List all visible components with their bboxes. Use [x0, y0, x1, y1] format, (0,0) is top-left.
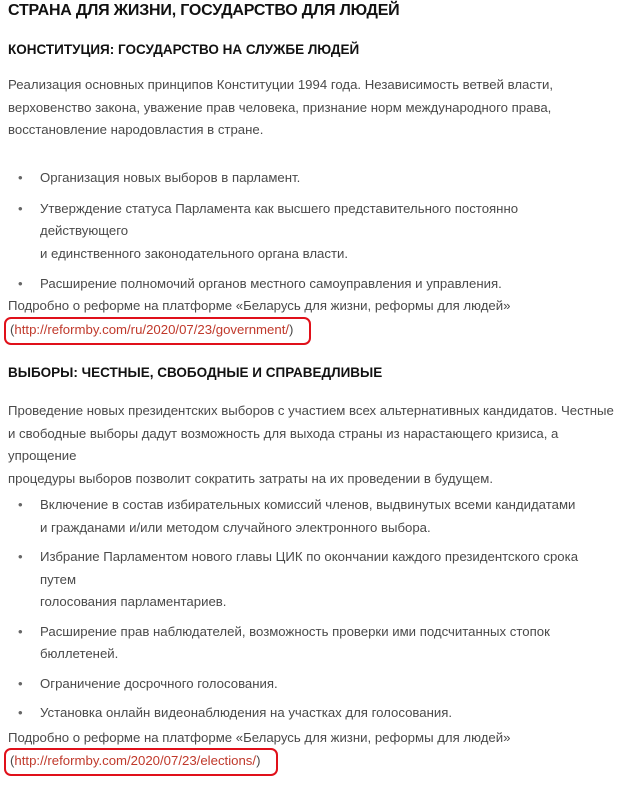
list-item-text: голосования парламентариев. — [40, 594, 227, 609]
section-heading-constitution: КОНСТИТУЦИЯ: ГОСУДАРСТВО НА СЛУЖБЕ ЛЮДЕЙ — [8, 42, 360, 57]
intro-line: Реализация основных принципов Конституции 1994 года. Независимость ветвей власти, — [8, 77, 554, 92]
bullet-icon: • — [18, 623, 23, 639]
bullet-icon: • — [18, 549, 23, 564]
list-item — [8, 198, 608, 266]
reform-link-government[interactable]: http://reformby.com/ru/2020/07/23/government/ — [14, 322, 290, 337]
bullet-icon: • — [18, 675, 23, 691]
list-item-text: и гражданами и/или методом случайного электронного выбора. — [40, 519, 431, 535]
list-item-text: Включение в состав избирательных комиссий членов, выдвинутых всеми кандидатами — [40, 497, 576, 512]
bullet-list-constitution — [8, 167, 608, 296]
list-item-text: Организация новых выборов в парламент. — [40, 170, 301, 185]
list-item-text: Установка онлайн видеонаблюдения на участках для голосования. — [40, 705, 453, 720]
list-item-text: бюллетеней. — [40, 646, 119, 661]
intro-line: процедуры выборов позволит сократить затраты на их проведении в будущем. — [8, 470, 493, 486]
list-item — [8, 546, 608, 614]
list-item-text: Утверждение статуса Парламента как высшего представительного постоянно действующего — [40, 200, 519, 238]
section-intro-constitution — [8, 74, 614, 142]
list-item — [8, 673, 608, 696]
link-paren-close: ) — [256, 753, 261, 768]
more-info-text: Подробно о реформе на платформе «Беларусь для жизни, реформы для людей» — [8, 730, 511, 745]
list-item — [8, 167, 608, 190]
bullet-icon: • — [18, 497, 23, 512]
highlighted-link-box — [4, 317, 311, 345]
list-item-text: Ограничение досрочного голосования. — [40, 675, 278, 691]
list-item-text: Избрание Парламентом нового главы ЦИК по окончании каждого президентского срока путем — [40, 549, 579, 587]
list-item-text: Расширение полномочий органов местного самоуправления и управления. — [40, 276, 502, 291]
list-item-text: и единственного законодательного органа власти. — [40, 245, 349, 261]
link-paren-open: ( — [10, 322, 15, 337]
more-info-text: Подробно о реформе на платформе «Беларусь для жизни, реформы для людей» — [8, 298, 511, 313]
bullet-list-elections — [8, 494, 608, 725]
link-paren-open: ( — [10, 753, 15, 768]
list-item — [8, 494, 608, 539]
list-item — [8, 273, 608, 296]
intro-line: и свободные выборы дадут возможность для выхода страны из нарастающего кризиса, а упрощение — [8, 425, 559, 463]
section-heading-elections: ВЫБОРЫ: ЧЕСТНЫЕ, СВОБОДНЫЕ И СПРАВЕДЛИВЫЕ — [8, 365, 383, 380]
bullet-icon: • — [18, 170, 23, 185]
link-paren-close: ) — [289, 322, 294, 337]
bullet-icon: • — [18, 200, 23, 216]
list-item-text: Расширение прав наблюдателей, возможность проверки ими подсчитанных стопок — [40, 623, 550, 639]
page-title: СТРАНА ДЛЯ ЖИЗНИ, ГОСУДАРСТВО ДЛЯ ЛЮДЕЙ — [8, 2, 400, 19]
section-intro-elections — [8, 400, 614, 490]
intro-line: Проведение новых президентских выборов с участием всех альтернативных кандидатов. Честные — [8, 403, 614, 418]
list-item — [8, 702, 608, 725]
bullet-icon: • — [18, 705, 23, 720]
reform-link-elections[interactable]: http://reformby.com/2020/07/23/elections/ — [14, 753, 257, 768]
intro-line: восстановление народовластия в стране. — [8, 122, 264, 137]
highlighted-link-box — [4, 748, 278, 776]
bullet-icon: • — [18, 276, 23, 291]
intro-line: верховенство закона, уважение прав человека, признание норм международного права, — [8, 99, 552, 115]
list-item — [8, 621, 608, 666]
